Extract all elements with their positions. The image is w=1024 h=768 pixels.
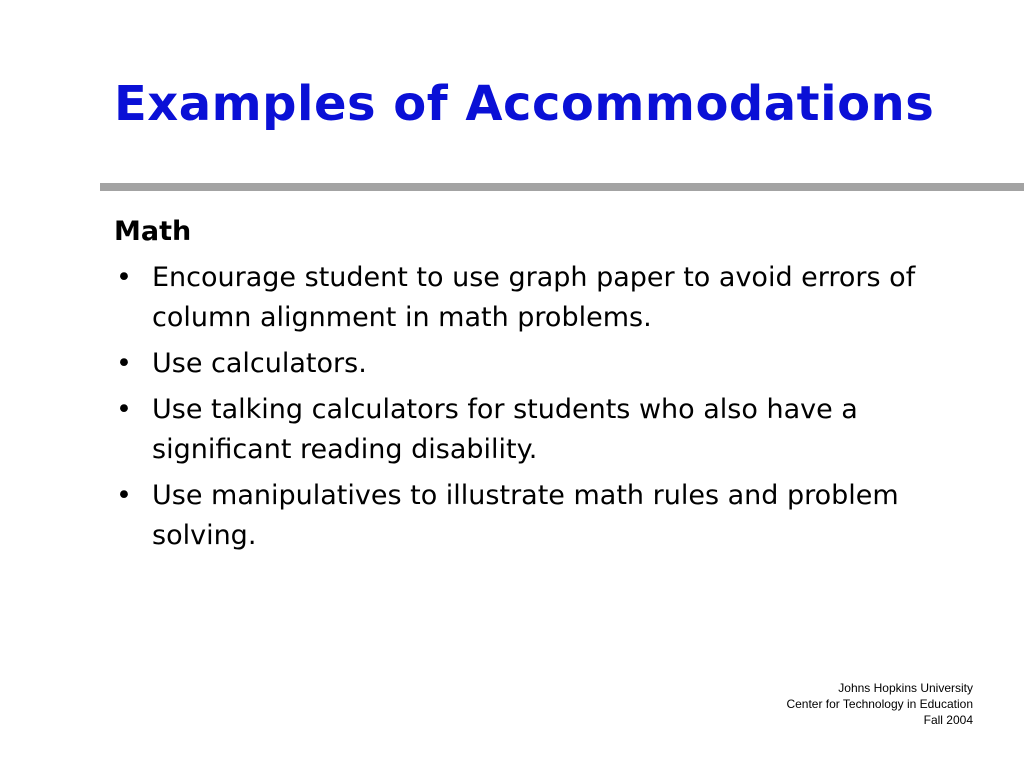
bullet-text: Use manipulatives to illustrate math rules and problem solving.	[152, 480, 899, 551]
bullet-dot-icon: •	[116, 262, 132, 293]
bullet-item	[114, 344, 974, 384]
bullet-text: Use talking calculators for students who also have a significant reading disability.	[152, 394, 858, 465]
bullet-list	[114, 258, 974, 556]
bullet-item	[114, 390, 974, 470]
slide-footer	[786, 680, 973, 728]
bullet-text: Encourage student to use graph paper to avoid errors of column alignment in math problems.	[152, 262, 916, 333]
footer-institution: Johns Hopkins University	[838, 681, 973, 695]
slide-content	[114, 212, 974, 562]
bullet-text: Use calculators.	[152, 348, 367, 379]
bullet-dot-icon: •	[116, 480, 132, 511]
slide-title: Examples of Accommodations	[114, 76, 935, 132]
bullet-item	[114, 258, 974, 338]
title-divider	[100, 183, 1024, 191]
section-heading: Math	[114, 216, 192, 247]
bullet-dot-icon: •	[116, 348, 132, 379]
footer-date: Fall 2004	[923, 713, 973, 727]
footer-department: Center for Technology in Education	[786, 697, 973, 711]
bullet-item	[114, 476, 974, 556]
bullet-dot-icon: •	[116, 394, 132, 425]
